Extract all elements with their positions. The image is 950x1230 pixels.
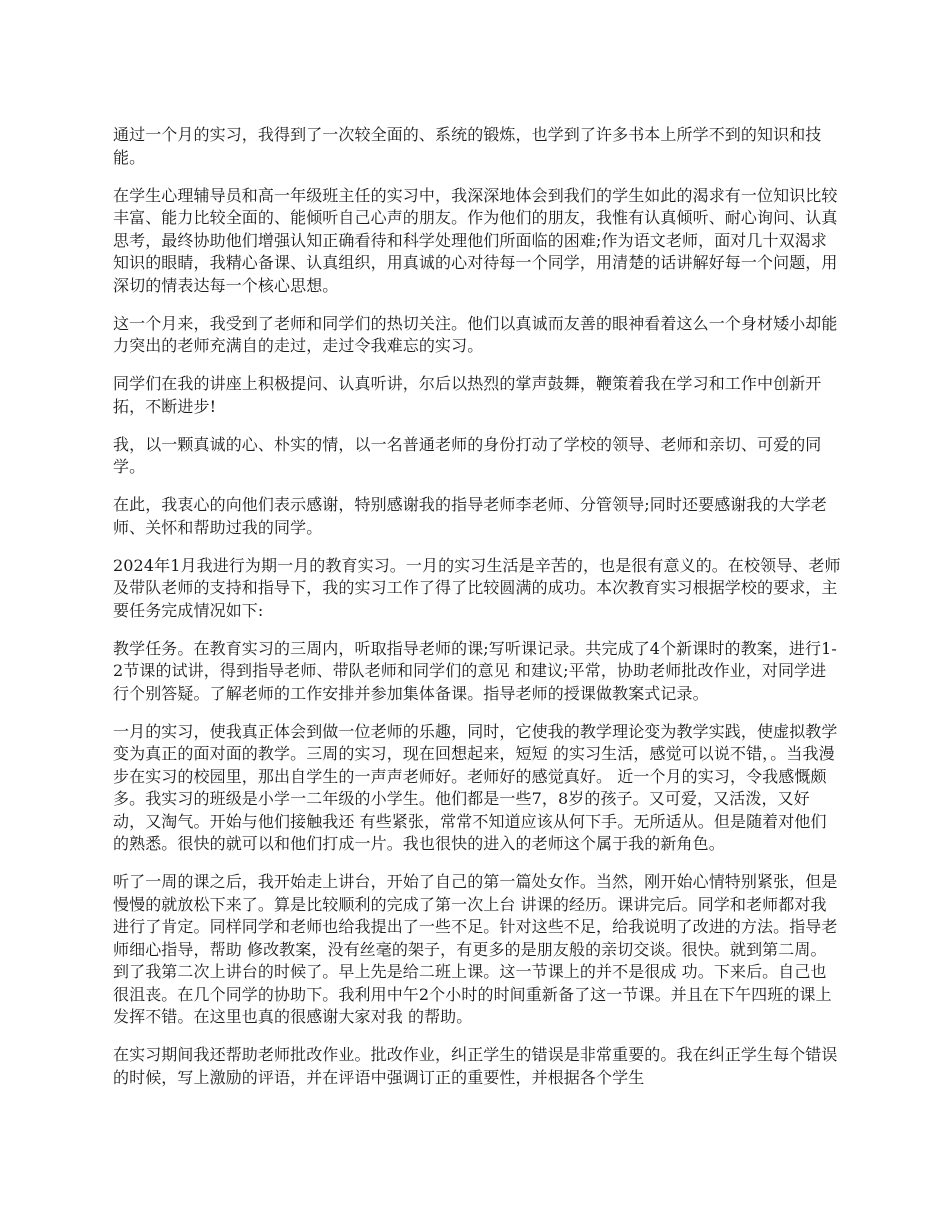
- paragraph-2: 在学生心理辅导员和高一年级班主任的实习中，我深深地体会到我们的学生如此的渴求有一位知识比较丰富、能力比较全面的、能倾听自己心声的朋友。作为他们的朋友，我惟有认真倾听、耐心询问、认真思考，最终协助他们增强认知正确看待和科学处理他们所面临的困难;作为语文老师，面对几十双渴求知识的眼睛，我精心备课、认真组织，用真诚的心对待每一个同学，用清楚的话讲解好每一个问题，用深切的情表达每一个核心思想。: [113, 185, 838, 295]
- paragraph-5: 我，以一颗真诚的心、朴实的情，以一名普通老师的身份打动了学校的领导、老师和亲切、可爱的同学。: [113, 434, 822, 476]
- paragraph-7: 2024年1月我进行为期一月的教育实习。一月的实习生活是辛苦的，也是很有意义的。在校领导、老师及带队老师的支持和指导下，我的实习工作了得了比较圆满的成功。本次教育实习根据学校的要求，主要任务完成情况如下:: [113, 555, 841, 620]
- paragraph-1: 通过一个月的实习，我得到了一次较全面的、系统的锻炼，也学到了许多书本上所学不到的知识和技能。: [113, 125, 822, 167]
- paragraph-8: 教学任务。在教育实习的三周内，听取指导老师的课;写听课记录。共完成了4个新课时的教案，进行1-2节课的试讲，得到指导老师、带队老师和同学们的意见 和建议;平常，协助老师批改作业，对同学进行个别答疑。了解老师的工作安排并参加集体备课。指导老师的授课做教案式记录。: [113, 638, 837, 703]
- document-page: [113, 124, 841, 1089]
- paragraph-4: 同学们在我的讲座上积极提问、认真听讲，尔后以热烈的掌声鼓舞，鞭策着我在学习和工作中创新开拓，不断进步!: [113, 374, 822, 416]
- paragraph-11: 在实习期间我还帮助老师批改作业。批改作业，纠正学生的错误是非常重要的。我在纠正学生每个错误的时候，写上激励的评语，并在评语中强调订正的重要性，并根据各个学生: [113, 1045, 838, 1087]
- paragraph-10: 听了一周的课之后，我开始走上讲台，开始了自己的第一篇处女作。当然，刚开始心情特别紧张，但是慢慢的就放松下来了。算是比较顺利的完成了第一次上台 讲课的经历。课讲完后。同学和老师都对我进行了肯定。同样同学和老师也给我提出了一些不足。针对这些不足，给我说明了改进的方法。指导老师细心指导，帮助 修改教案，没有丝毫的架子，有更多的是朋友般的亲切交谈。很快。就到第二周。到了我第二次上讲台的时候了。早上先是给二班上课。这一节课上的并不是很成 功。下来后。自己也很沮丧。在几个同学的协助下。我利用中午2个小时的时间重新备了这一节课。并且在下午四班的课上发挥不错。在这里也真的很感谢大家对我 的帮助。: [113, 872, 838, 1026]
- paragraph-6: 在此，我衷心的向他们表示感谢，特别感谢我的指导老师李老师、分管领导;同时还要感谢我的大学老师、关怀和帮助过我的同学。: [113, 495, 827, 537]
- paragraph-3: 这一个月来，我受到了老师和同学们的热切关注。他们以真诚而友善的眼神看着这么一个身材矮小却能力突出的老师充满自的走过，走过令我难忘的实习。: [113, 313, 838, 355]
- paragraph-9: 一月的实习，使我真正体会到做一位老师的乐趣，同时，它使我的教学理论变为教学实践，使虚拟教学变为真正的面对面的教学。三周的实习，现在回想起来，短短 的实习生活，感觉可以说不错，。当我漫步在实习的校园里，那出自学生的一声声老师好。老师好的感觉真好。 近一个月的实习，令我感慨颇多。我实习的班级是小学一二年级的小学生。他们都是一些7，8岁的孩子。又可爱，又活泼，又好动，又淘气。开始与他们接触我还 有些紧张，常常不知道应该从何下手。无所适从。但是随着对他们的熟悉。很快的就可以和他们打成一片。我也很快的进入的老师这个属于我的新角色。: [113, 721, 838, 853]
